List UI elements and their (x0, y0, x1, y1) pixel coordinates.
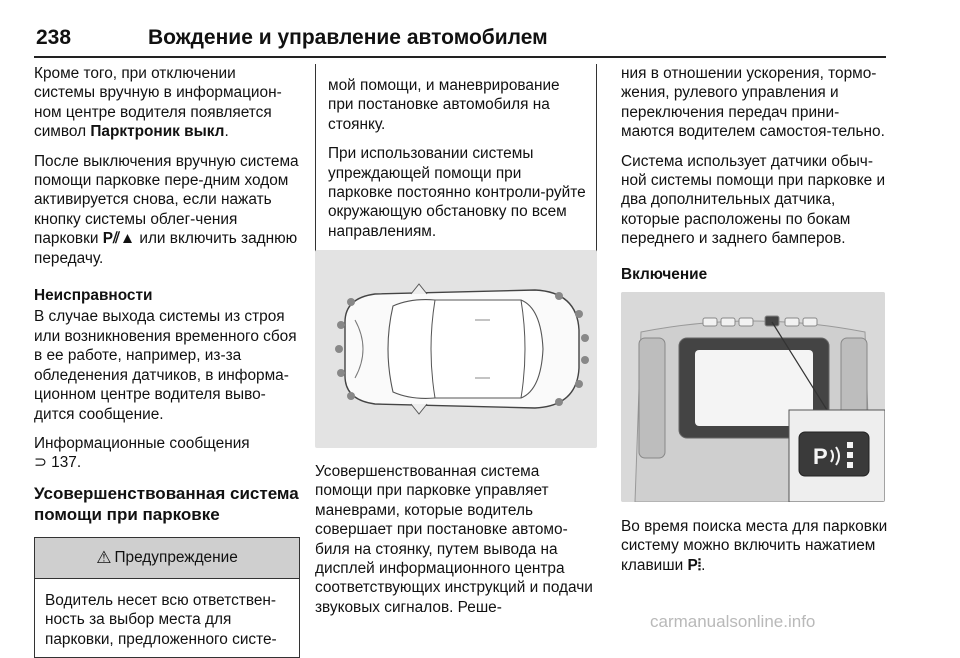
paragraph: Система использует датчики обыч-ной системы помощи при парковке и два дополнительных датчика, которые расположены по бокам переднего и заднего бамперов. (621, 152, 886, 248)
paragraph: После выключения вручную система помощи парковке пере-дним ходом активируется снова, если нажать кнопку системы облег-чения парковки P⫽▲ или включить заднюю передачу. (34, 152, 299, 267)
paragraph: Во время поиска места для парковки систему можно включить нажатием клавиши P⦙. (621, 518, 888, 574)
paragraph: При использовании системы упреждающей помощи при парковке постоянно контроли-руйте окружающую обстановку по всем направлениям. (328, 145, 586, 240)
paragraph: В случае выхода системы из строя или возникновения временного сбоя в ее работе, например, из-за обледенения датчиков, в информа-ционном центре водителя выво-дится сообщение. (34, 308, 297, 423)
warning-header (35, 538, 299, 579)
paragraph: Информационные сообщения ⊃ 137. (34, 434, 250, 472)
page-number: 238 (36, 26, 72, 49)
activation-heading: Включение (621, 265, 708, 283)
faults-heading: Неисправности (34, 287, 153, 305)
car-sensors-figure (315, 250, 597, 448)
page-reference: ⊃ 137. (34, 454, 82, 472)
column-middle (315, 64, 597, 616)
warning-text: Водитель несет всю ответствен-ность за выбор места для парковки, предложенного систе- (45, 591, 277, 648)
paragraph: Усовершенствованная система помощи при парковке управляет маневрами, которые водитель совершает при постановке автомо-биля на стоянку, путем вывода на дисплей информационного центра соответствующих инструкций и подачи звуковых сигналов. Реше- (315, 463, 593, 616)
warning-box-continued (315, 64, 597, 256)
park-key-icon: P⦙ (687, 556, 702, 574)
paragraph: Кроме того, при отключении системы вручную в информацион-ном центре водителя появляется символ Парктроник выкл. (34, 65, 282, 141)
watermark: carmanualsonline.info (650, 612, 816, 631)
dashboard-figure (621, 292, 885, 502)
dashboard-display-icon (621, 292, 885, 502)
status-text: Парктроник выкл (90, 123, 225, 141)
warning-triangle-icon: ⚠ (96, 548, 112, 568)
warning-box (34, 537, 300, 658)
section-heading: Усовершенствованная система помощи при парковке (34, 483, 299, 524)
chapter-title: Вождение и управление автомобилем (148, 26, 548, 49)
page-header (34, 22, 886, 58)
paragraph: мой помощи, и маневрирование при постановке автомобиля на стоянку. (328, 77, 560, 133)
paragraph: ния в отношении ускорения, тормо-жения, рулевого управления и переключения передач прини-маются водителем самостоя-тельно. (621, 65, 885, 141)
park-button-label: P (813, 444, 828, 469)
column-left (34, 64, 300, 658)
car-top-view-icon (315, 250, 597, 448)
warning-label: Предупреждение (114, 549, 238, 567)
parking-assist-icon: P⫽▲ (102, 230, 136, 248)
column-right (621, 64, 889, 574)
